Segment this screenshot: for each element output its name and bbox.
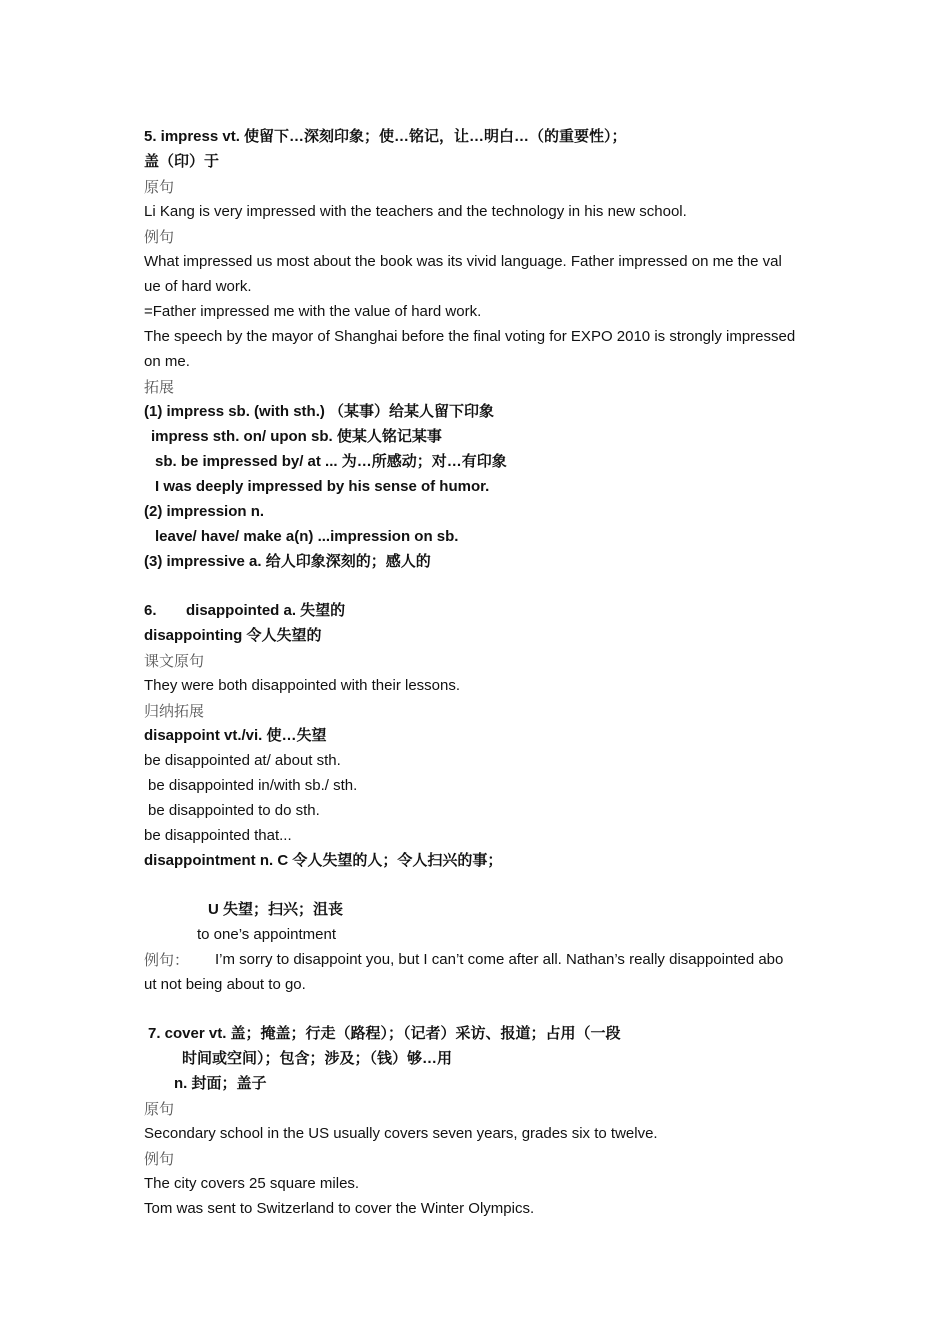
disappointed-number: 6. xyxy=(144,602,157,619)
disappointed-extend-label: 归纳拓展 xyxy=(144,702,205,720)
disappointed-example-1-cont: ut not being about to go. xyxy=(144,976,306,993)
impress-example-3-cont: on me. xyxy=(144,353,190,370)
cover-original-label: 原句 xyxy=(144,1100,175,1118)
impress-extension-6: (3) impressive a. 给人印象深刻的；感人的 xyxy=(144,553,431,570)
cover-original-sentence: Secondary school in the US usually covers seven years, grades six to twelve. xyxy=(144,1125,658,1142)
cover-heading: 7. cover vt. 盖；掩盖；行走（路程）；（记者）采访、报道；占用（一段 xyxy=(148,1025,621,1042)
cover-heading-cont: 时间或空间）；包含；涉及；（钱）够…用 xyxy=(182,1050,453,1067)
cover-example-label: 例句 xyxy=(144,1150,175,1168)
disappointed-example-1: I’m sorry to disappoint you, but I can’t come after all. Nathan’s really disappointed abo xyxy=(215,951,784,968)
impress-extend-label: 拓展 xyxy=(144,378,175,396)
impress-heading-cont: 盖（印）于 xyxy=(144,153,220,170)
impress-example-1: What impressed us most about the book was its vivid language. Father impressed on me the val xyxy=(144,253,782,270)
cover-noun-entry: n. 封面；盖子 xyxy=(174,1075,267,1092)
impress-example-2: =Father impressed me with the value of hard work. xyxy=(144,303,482,320)
appointment-note: to one’s appointment xyxy=(197,926,336,943)
impress-original-label: 原句 xyxy=(144,178,175,196)
disappointment-noun-entry: disappointment n. C 令人失望的人；令人扫兴的事； xyxy=(144,852,503,869)
impress-extension-4: (2) impression n. xyxy=(144,503,265,520)
disappointment-uncountable: U 失望；扫兴；沮丧 xyxy=(208,901,344,918)
cover-example-2: Tom was sent to Switzerland to cover the Winter Olympics. xyxy=(144,1200,535,1217)
disappoint-verb-entry: disappoint vt./vi. 使…失望 xyxy=(144,727,327,744)
disappointing-heading: disappointing 令人失望的 xyxy=(144,627,322,644)
disappointed-original-sentence: They were both disappointed with their lessons. xyxy=(144,677,461,694)
disappointed-heading: disappointed a. 失望的 xyxy=(186,602,346,619)
disappointed-original-label: 课文原句 xyxy=(144,652,205,670)
disappointed-example-label: 例句： xyxy=(144,951,190,969)
impress-example-3: The speech by the mayor of Shanghai before the final voting for EXPO 2010 is strongly impressed xyxy=(144,328,796,345)
phrase-3: be disappointed to do sth. xyxy=(148,802,320,819)
cover-example-1: The city covers 25 square miles. xyxy=(144,1175,360,1192)
impress-extension-2: impress sth. on/ upon sb. 使某人铭记某事 xyxy=(151,428,442,445)
impress-original-sentence: Li Kang is very impressed with the teachers and the technology in his new school. xyxy=(144,203,687,220)
impress-example-1-cont: ue of hard work. xyxy=(144,278,252,295)
phrase-2: be disappointed in/with sb./ sth. xyxy=(148,777,358,794)
impress-extension-example: I was deeply impressed by his sense of humor. xyxy=(155,478,490,495)
impress-extension-1: (1) impress sb. (with sth.) （某事）给某人留下印象 xyxy=(144,403,495,420)
impress-extension-3: sb. be impressed by/ at ... 为…所感动；对…有印象 xyxy=(155,453,507,470)
impress-extension-5: leave/ have/ make a(n) ...impression on sb. xyxy=(155,528,459,545)
impress-example-label: 例句 xyxy=(144,228,175,246)
phrase-1: be disappointed at/ about sth. xyxy=(144,752,341,769)
impress-heading: 5. impress vt. 使留下…深刻印象；使…铭记，让…明白…（的重要性）； xyxy=(144,128,627,145)
phrase-4: be disappointed that... xyxy=(144,827,292,844)
